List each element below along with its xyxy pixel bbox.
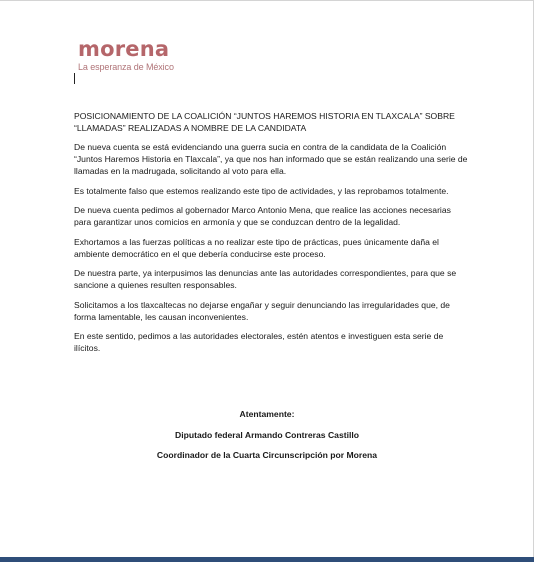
paragraph-5: De nuestra parte, ya interpusimos las denuncias ante las autoridades correspondientes, para que se sancione a quienes resulten responsables. [74,268,457,291]
paragraph-4: Exhortamos a las fuerzas políticas a no realizar este tipo de prácticas, pues únicamente daña el ambiente democrático en el que debería conducirse este proceso. [74,236,439,259]
signer-title: Coordinador de la Cuarta Circunscripción por Morena [156,450,378,460]
paragraph-2: Es totalmente falso que estemos realizando este tipo de actividades, y las reprobamos totalmente. [74,185,449,196]
logo-tagline: La esperanza de México [78,62,174,72]
document-body[interactable] [74,111,470,363]
paragraph-3: De nueva cuenta pedimos al gobernador Marco Antonio Mena, que realice las acciones necesarias para garantizar unos comicios en armonía y que se conduzcan dentro de la legalidad. [74,205,451,228]
paragraph-1: De nueva cuenta se está evidenciando una guerra sucia en contra de la candidata de la Coalición “Juntos Haremos Historia en Tlaxcala”, ya que nos han informado que se están realizando una serie de llamadas en la madrugada, solicitando al voto para ella. [74,142,468,176]
window-bottom-bar [0,557,534,562]
logo-wordmark: morena [78,37,170,61]
closing-line: Atentamente: [239,409,295,419]
document-heading: POSICIONAMIENTO DE LA COALICIÓN “JUNTOS HAREMOS HISTORIA EN TLAXCALA” SOBRE “LLAMADAS” REALIZADAS A NOMBRE DE LA CANDIDATA [74,111,455,133]
morena-logo [78,37,174,73]
text-cursor [74,73,75,84]
signature-block [74,409,460,471]
paragraph-6: Solicitamos a los tlaxcaltecas no dejarse engañar y seguir denunciando las irregularidades que, de forma lamentable, les causan inconvenientes. [74,299,450,322]
signer-name: Diputado federal Armando Contreras Castillo [175,429,359,440]
paragraph-7: En este sentido, pedimos a las autoridades electorales, estén atentos e investiguen esta serie de ilícitos. [74,331,444,353]
